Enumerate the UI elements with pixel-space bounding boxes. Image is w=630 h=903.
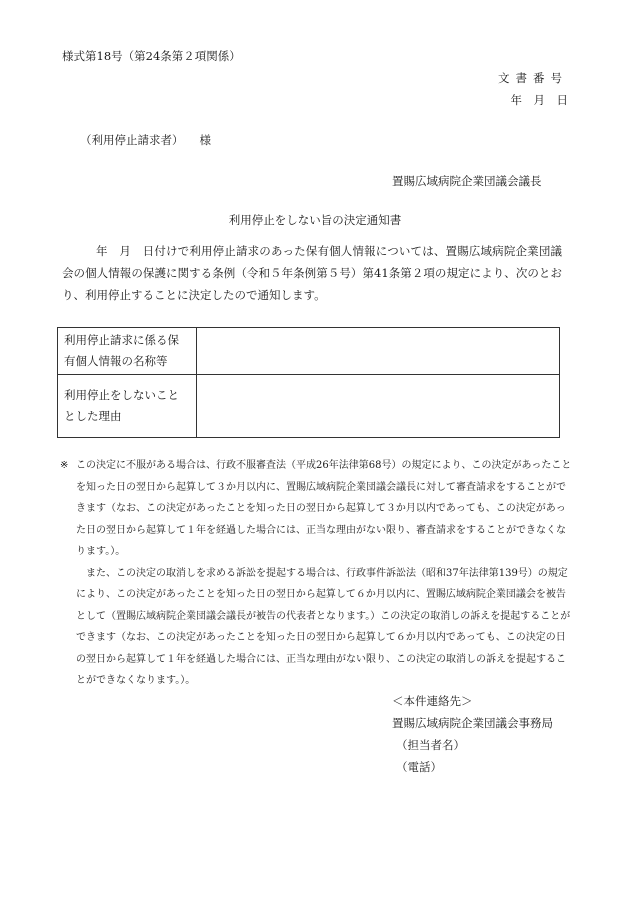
contact-heading: ＜本件連絡先＞ bbox=[392, 694, 473, 708]
contact-block bbox=[392, 690, 592, 778]
table-row bbox=[58, 375, 560, 438]
note-text-appeal: この決定に不服がある場合は、行政不服審査法（平成26年法律第68号）の規定により、この決定があったことを知った日の翌日から起算して３か月以内に、置賜広域病院企業団議会議長に対して審査請求をすることができます（なお、この決定があったことを知った日の翌日から起算して３か月以内であっても、この決定があった日の翌日から起算して１年を経過した場合には、正当な理由がない限り、審査請求をすることができなくなります。）。 bbox=[76, 460, 572, 557]
table-row-label: 利用停止をしないこととした理由 bbox=[58, 375, 197, 438]
note-mark: ※ bbox=[60, 460, 69, 471]
recipient-name-placeholder: （利用停止請求者） bbox=[80, 133, 184, 147]
info-table bbox=[57, 327, 560, 438]
date-label: 年 月 日 bbox=[510, 93, 568, 107]
form-number: 様式第18号（第24条第２項関係） bbox=[62, 49, 241, 63]
note-paragraph-lawsuit: また、この決定の取消しを求める訴訟を提起する場合は、行政事件訴訟法（昭和37年法律第139号）の規定により、この決定があったことを知った日の翌日から起算して６か月以内に、置賜広域病院企業団議会を被告として（置賜広域病院企業団議会議長が被告の代表者となります。）この決定の取消しの訴えを提起することができます（なお、この決定があったことを知った日の翌日から起算して６か月以内であっても、この決定の日の翌日から起算して１年を経過した場合には、正当な理由がない限り、この決定の取消しの訴えを提起することができなくなります。）。 bbox=[76, 567, 571, 686]
document-number-label: 文書番号 bbox=[498, 71, 568, 85]
table-row-value bbox=[197, 375, 560, 438]
table-row-label: 利用停止請求に係る保有個人情報の名称等 bbox=[58, 328, 197, 375]
table-row-value bbox=[197, 328, 560, 375]
contact-office: 置賜広域病院企業団議会事務局 bbox=[392, 716, 553, 730]
sender-name: 置賜広域病院企業団議会議長 bbox=[392, 174, 542, 188]
document-title: 利用停止をしない旨の決定通知書 bbox=[228, 213, 402, 227]
recipient-honorific: 様 bbox=[199, 133, 211, 147]
note-paragraph-appeal bbox=[62, 455, 572, 563]
contact-phone: （電話） bbox=[396, 760, 442, 774]
contact-person: （担当者名） bbox=[396, 738, 465, 752]
recipient-line bbox=[80, 132, 211, 148]
notes-section bbox=[62, 455, 572, 692]
intro-paragraph: 年 月 日付けで利用停止請求のあった保有個人情報については、置賜広域病院企業団議会の個人情報の保護に関する条例（令和５年条例第５号）第41条第２項の規定により、次のとおり、利用停止することに決定したので通知します。 bbox=[62, 244, 562, 302]
table-row bbox=[58, 328, 560, 375]
